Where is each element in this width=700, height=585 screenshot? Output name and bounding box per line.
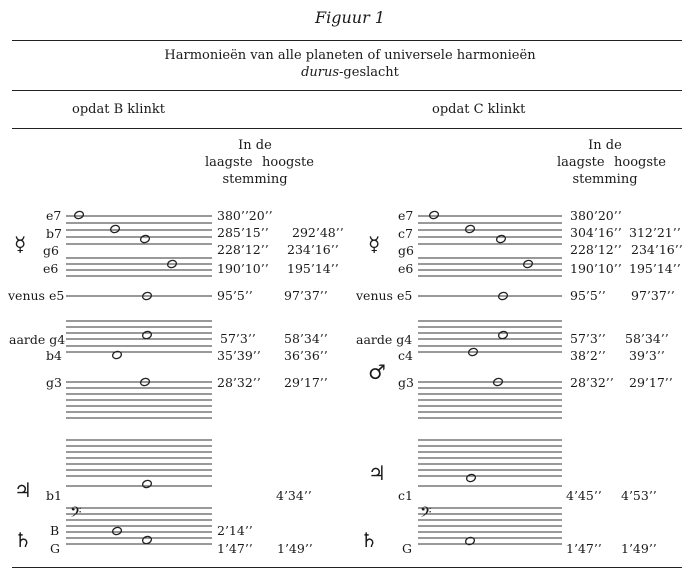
value-b-e6-low: 190’10’’ (217, 261, 269, 276)
value-c-G-high: 1’49’’ (621, 541, 657, 556)
label-b-b4: b4 (46, 348, 62, 363)
value-b-g4-low: 57’3’’ (220, 331, 256, 346)
col-heading-stemming-c: stemming (572, 172, 638, 187)
value-c-e7-low: 380’20’’ (570, 208, 622, 223)
label-c-G: G (402, 541, 412, 556)
value-c-c7-high: 312’21’’ (629, 225, 681, 240)
value-c-g6-high: 234’16’’ (631, 242, 683, 257)
label-b-e7: e7 (46, 208, 62, 223)
value-c-c1-low: 4’45’’ (566, 488, 602, 503)
note-head-b-10 (142, 535, 153, 545)
label-c-g3: g3 (398, 375, 414, 390)
label-b-e6: e6 (43, 261, 59, 276)
figure-title: Figuur 1 (315, 8, 385, 27)
value-b-g4-high: 58’34’’ (284, 331, 328, 346)
label-c-c1: c1 (398, 488, 413, 503)
value-c-g3-high: 29’17’’ (629, 375, 673, 390)
value-c-g3-low: 28’32’’ (570, 375, 614, 390)
label-c-c7: c7 (398, 226, 413, 241)
value-b-b4-high: 36’36’’ (284, 348, 328, 363)
value-b-b7-low: 285’15’’ (217, 225, 269, 240)
note-head-b-0 (74, 210, 85, 220)
jupiter-icon: ♃ (14, 478, 32, 502)
note-head-b-5 (142, 330, 153, 340)
col-heading-low-b: laagste (205, 155, 253, 170)
value-b-B-low: 2’14’’ (217, 523, 253, 538)
value-c-c4-low: 38’2’’ (570, 348, 606, 363)
note-head-b-8 (142, 479, 153, 489)
label-c-e6: e6 (398, 261, 414, 276)
value-b-e5-low: 95’5’’ (217, 288, 253, 303)
value-c-c1-high: 4’53’’ (621, 488, 657, 503)
value-b-G-low: 1’47’’ (217, 541, 253, 556)
col-heading-stemming-b: stemming (222, 172, 288, 187)
value-c-e6-high: 195’14’’ (629, 261, 681, 276)
note-head-c-1 (465, 224, 476, 234)
note-head-b-9 (112, 526, 123, 536)
label-b-b7: b7 (46, 226, 62, 241)
mercury-icon: ☿ (14, 232, 27, 256)
value-b-g3-high: 29’17’’ (284, 375, 328, 390)
note-head-b-2 (140, 234, 151, 244)
value-b-g6-low: 228’12’’ (217, 242, 269, 257)
label-c-c4: c4 (398, 348, 413, 363)
jupiter-icon-right: ♃ (368, 461, 386, 485)
note-head-c-0 (429, 210, 440, 220)
col-heading-in-de-b: In de (238, 138, 272, 153)
bass-clef-icon-right: 𝄢 (420, 504, 432, 525)
col-heading-in-de-c: In de (588, 138, 622, 153)
label-b-venus-e5: venus e5 (8, 288, 65, 303)
value-c-e6-low: 190’10’’ (570, 261, 622, 276)
value-c-g6-low: 228’12’’ (570, 242, 622, 257)
value-b-g6-high: 234’16’’ (287, 242, 339, 257)
bass-clef-icon: 𝄢 (70, 504, 82, 525)
label-b-B: B (50, 523, 60, 538)
label-b-b1: b1 (46, 488, 62, 503)
col-heading-low-c: laagste (557, 155, 605, 170)
note-head-c-8 (466, 473, 477, 483)
header-genus-italic: durus (301, 65, 340, 80)
mercury-icon-right: ☿ (368, 232, 381, 256)
value-b-g3-low: 28’32’’ (217, 375, 261, 390)
mars-icon: ♂ (368, 360, 386, 384)
header-line-1: Harmonieën van alle planeten of universele harmonieën (164, 48, 536, 63)
value-b-e7-low: 380’’20’’ (217, 208, 273, 223)
value-c-G-low: 1’47’’ (566, 541, 602, 556)
note-head-c-5 (498, 330, 509, 340)
value-c-c7-low: 304’16’’ (570, 225, 622, 240)
label-b-G: G (50, 541, 60, 556)
label-c-e7: e7 (398, 208, 414, 223)
value-c-g4-high: 58’34’’ (625, 331, 669, 346)
value-b-b1-high: 4’34’’ (276, 488, 312, 503)
value-b-e5-high: 97’37’’ (284, 288, 328, 303)
value-b-G-high: 1’49’’ (277, 541, 313, 556)
label-b-g6: g6 (43, 243, 59, 258)
panel-title-c: opdat C klinkt (432, 102, 526, 117)
label-b-aarde-g4: aarde g4 (9, 332, 66, 347)
label-c-venus-e5: venus e5 (356, 288, 413, 303)
label-c-g6: g6 (398, 243, 414, 258)
value-b-e6-high: 195’14’’ (287, 261, 339, 276)
label-c-aarde-g4: aarde g4 (356, 332, 413, 347)
value-c-g4-low: 57’3’’ (570, 331, 606, 346)
col-heading-high-c: hoogste (614, 155, 666, 170)
header-genus-rest: -geslacht (339, 65, 399, 80)
note-head-c-2 (496, 234, 507, 244)
note-head-b-1 (110, 224, 121, 234)
label-b-g3: g3 (46, 375, 62, 390)
panel-title-b: opdat B klinkt (72, 102, 165, 117)
value-c-c4-high: 39’3’’ (629, 348, 665, 363)
col-heading-high-b: hoogste (262, 155, 314, 170)
value-c-e5-low: 95’5’’ (570, 288, 606, 303)
value-b-b7-high: 292’48’’ (292, 225, 344, 240)
saturn-icon-right: ♄ (360, 528, 378, 552)
value-b-b4-low: 35’39’’ (217, 348, 261, 363)
saturn-icon: ♄ (14, 528, 32, 552)
value-c-e5-high: 97’37’’ (631, 288, 675, 303)
